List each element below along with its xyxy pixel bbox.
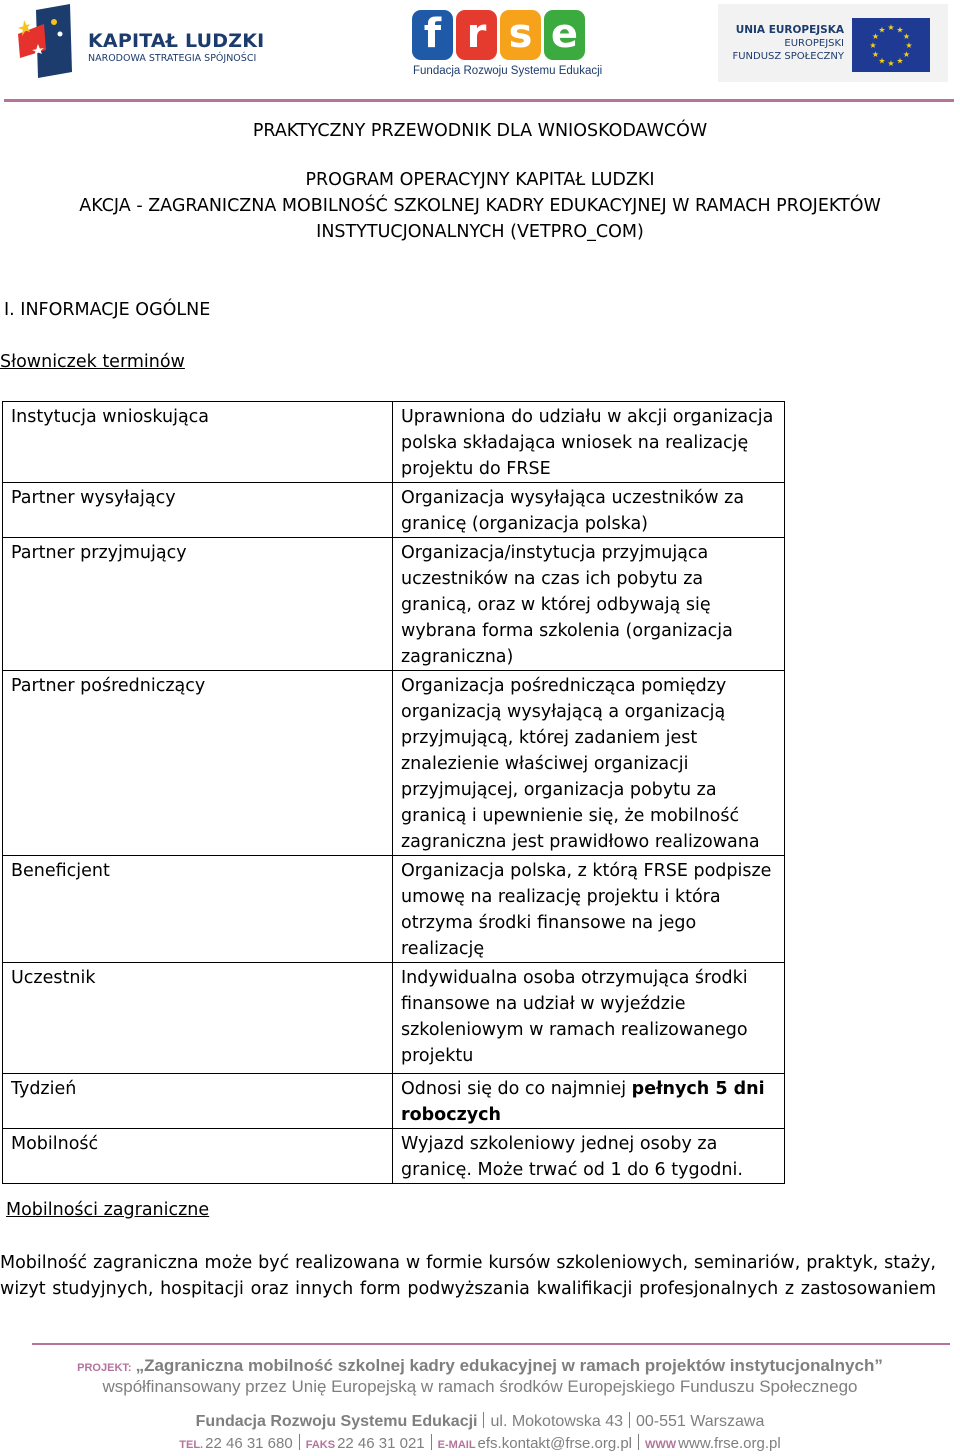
eu-text [732,24,844,63]
mobility-title: Mobilności zagraniczne [6,1200,210,1220]
footer-postal: 00-551 Warszawa [636,1413,765,1430]
svg-text:★: ★ [896,56,904,66]
separator [629,1412,630,1428]
eu-logo [718,4,948,82]
glossary-definition: Wyjazd szkoleniowy jednej osoby za granicę. Może trwać od 1 do 6 tygodni. [393,1129,785,1184]
kapital-ludzki-subtitle: NARODOWA STRATEGIA SPÓJNOŚCI [88,53,257,64]
glossary-term: Partner pośredniczący [3,671,393,856]
tel-label: TEL. [179,1439,204,1451]
svg-text:★: ★ [896,25,904,35]
table-row [3,671,785,856]
footer-cofinanced: współfinansowany przez Unię Europejską w ramach środków Europejskiego Funduszu Społecznego [102,1377,858,1396]
glossary-definition: Organizacja/instytucja przyjmująca uczestników na czas ich pobytu za granicą, oraz w której odbywają się wybrana forma szkolenia (organizacja zagraniczna) [393,538,785,671]
program-title: PROGRAM OPERACYJNY KAPITAŁ LUDZKI [305,170,655,190]
separator [299,1434,300,1450]
glossary-definition: Indywidualna osoba otrzymująca środki finansowe na udział w wyjeździe szkoleniowym w ramach realizowanego projektu [393,963,785,1074]
svg-text:★: ★ [878,56,886,66]
svg-text:★: ★ [905,41,913,50]
glossary-term: Instytucja wnioskująca [3,402,393,483]
action-title: AKCJA - ZAGRANICZNA MOBILNOŚĆ SZKOLNEJ KADRY EDUKACYJNEJ W RAMACH PROJEKTÓW [79,196,881,216]
frse-letter-r: r [456,10,497,60]
frse-letter-e: e [544,10,585,60]
email-link[interactable]: efs.kontakt@frse.org.pl [477,1435,633,1452]
project-name: „Zagraniczna mobilność szkolnej kadry edukacyjnej w ramach projektów instytucjonalnych” [135,1356,883,1375]
svg-text:★: ★ [869,41,877,50]
frse-logo [410,10,603,82]
table-row [3,963,785,1074]
glossary-title: Słowniczek terminów [0,352,185,372]
table-row [3,1074,785,1129]
footer-street: ul. Mokotowska 43 [490,1413,623,1430]
separator [431,1434,432,1450]
footer-divider [32,1343,950,1345]
frse-subtitle: Fundacja Rozwoju Systemu Edukacji [413,65,603,77]
svg-text:★: ★ [887,23,895,32]
eu-line-1: UNIA EUROPEJSKA [735,24,844,36]
frse-letter-s: s [500,10,541,60]
section-heading: I. INFORMACJE OGÓLNE [4,300,211,320]
email-label: E-MAIL [437,1439,476,1451]
svg-text:★: ★ [902,50,911,59]
separator [638,1434,639,1450]
www-label: WWW [645,1439,677,1451]
svg-text:★: ★ [871,32,880,41]
frse-letters [412,10,585,64]
frse-letter-f: f [412,10,453,60]
footer-address [0,1412,960,1431]
eu-line-2: EUROPEJSKI [784,38,844,49]
definition-text: Odnosi się do co najmniej [401,1079,632,1099]
paragraph-line: Mobilność zagraniczna może być realizowana w formie kursów szkoleniowych, seminariów, praktyk, staży, [0,1253,936,1273]
kapital-ludzki-logo [14,4,284,80]
footer-org-name: Fundacja Rozwoju Systemu Edukacji [195,1413,478,1430]
glossary-term: Beneficjent [3,856,393,963]
tel-value: 22 46 31 680 [205,1435,293,1452]
fax-label: FAKS [305,1439,336,1451]
mobility-paragraph [0,1250,936,1302]
header-divider [4,99,954,102]
glossary-definition: Uprawniona do udziału w akcji organizacja polska składająca wniosek na realizację projektu do FRSE [393,402,785,483]
glossary-definition [393,1074,785,1129]
svg-text:★: ★ [902,32,911,41]
svg-text:★: ★ [878,25,886,35]
glossary-term: Mobilność [3,1129,393,1184]
kapital-ludzki-flag-icon [14,4,74,78]
table-row [3,483,785,538]
glossary-table [2,401,785,1184]
kapital-ludzki-title: KAPITAŁ LUDZKI [88,30,265,52]
glossary-term: Partner przyjmujący [3,538,393,671]
footer-project [0,1356,960,1376]
eu-line-3: FUNDUSZ SPOŁECZNY [732,51,844,62]
action-title-continued: INSTYTUCJONALNYCH (VETPRO_COM) [316,222,644,242]
project-label: PROJEKT: [77,1362,132,1374]
table-row [3,538,785,671]
guide-title: PRAKTYCZNY PRZEWODNIK DLA WNIOSKODAWCÓW [252,121,708,141]
glossary-definition: Organizacja polska, z którą FRSE podpisze umowę na realizację projektu i która otrzyma środki finansowe na jego realizację [393,856,785,963]
page-header [0,0,960,100]
paragraph-line: wizyt studyjnych, hospitacji oraz innych form podwyższania kwalifikacji profesjonalnych z zastosowaniem [0,1279,936,1299]
table-row [3,856,785,963]
glossary-definition: Organizacja wysyłająca uczestników za granicę (organizacja polska) [393,483,785,538]
glossary-definition: Organizacja pośrednicząca pomiędzy organizacją wysyłającą a organizacją przyjmującą, której zadaniem jest znalezienie właściwej organizacji przyjmującej, organizacja pobytu za granicą i upewnienie się, że mobilność zagraniczna jest prawidłowo realizowana [393,671,785,856]
glossary-term: Partner wysyłający [3,483,393,538]
definition-bold-text: pełnych 5 dni roboczych [401,1079,765,1125]
eu-flag-icon [852,18,930,72]
footer-contacts [0,1434,960,1452]
svg-text:★: ★ [887,59,895,68]
svg-text:★: ★ [871,50,880,59]
table-row [3,1129,785,1184]
website-link[interactable]: www.frse.org.pl [678,1435,781,1452]
separator [483,1412,484,1428]
glossary-term: Uczestnik [3,963,393,1074]
fax-value: 22 46 31 021 [337,1435,425,1452]
glossary-term: Tydzień [3,1074,393,1129]
table-row [3,402,785,483]
